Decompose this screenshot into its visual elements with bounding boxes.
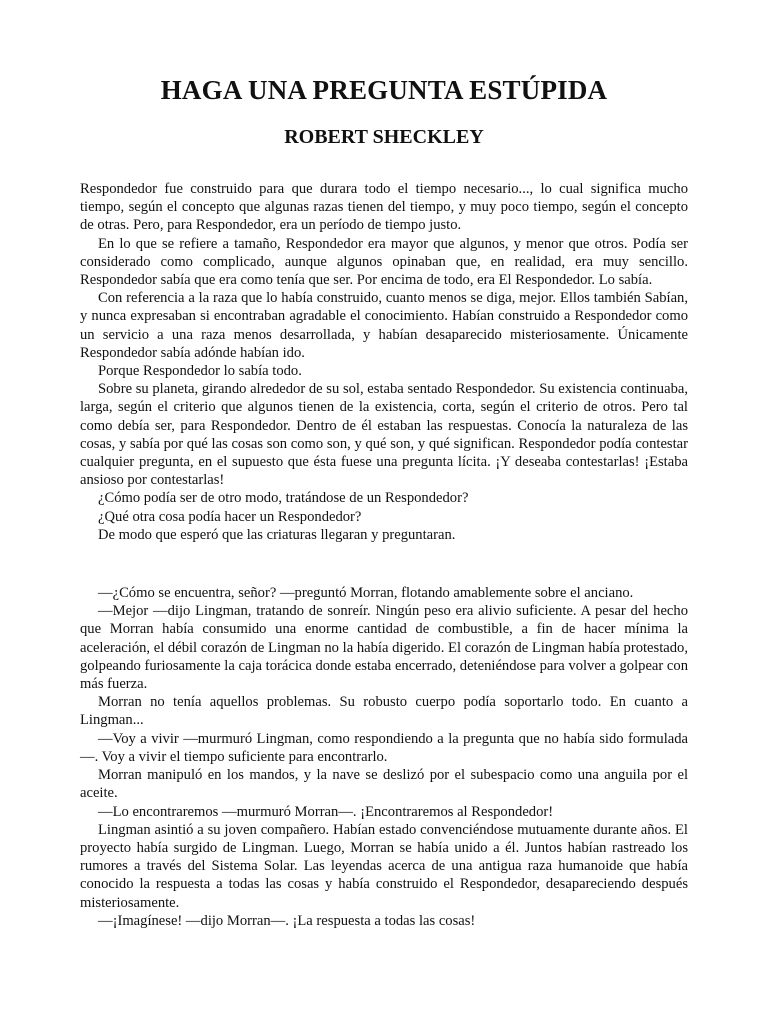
paragraph: —¿Cómo se encuentra, señor? —preguntó Morran, flotando amablemente sobre el anciano. <box>98 585 634 602</box>
text-section-1 <box>80 180 688 544</box>
paragraph: ¿Cómo podía ser de otro modo, tratándose de un Respondedor? <box>98 490 469 507</box>
text-section-2 <box>80 584 688 930</box>
paragraph: De modo que esperó que las criaturas llegaran y preguntaran. <box>98 526 456 543</box>
paragraph: —Lo encontraremos —murmuró Morran—. ¡Encontraremos al Respondedor! <box>98 803 554 820</box>
paragraph: Sobre su planeta, girando alrededor de su sol, estaba sentado Respondedor. Su existencia continuaba, larga, según el criterio que algunos tienen de la existencia, corta, según el criterio de otros. Pero tal como debía ser, para Respondedor. Dentro de él estaban las respuestas. Conocía la naturaleza de las cosas, y sabía por qué las cosas son como son, y qué son, y qué significan. Respondedor podía contestar cualquier pregunta, en el supuesto que ésta fuese una pregunta lícita. ¡Y deseaba contestarlas! ¡Estaba ansioso por contestarlas! <box>80 381 688 489</box>
paragraph: Lingman asintió a su joven compañero. Habían estado convenciéndose mutuamente durante años. El proyecto había surgido de Lingman. Luego, Morran se había unido a él. Juntos habían rastreado los rumores a través del Sistema Solar. Las leyendas acerca de una antigua raza humanoide que había conocido la respuesta a todas las cosas y había construido el Respondedor, desapareciendo después misteriosamente. <box>80 821 688 911</box>
paragraph: ¿Qué otra cosa podía hacer un Respondedor? <box>98 508 362 525</box>
paragraph: Morran no tenía aquellos problemas. Su robusto cuerpo podía soportarlo todo. En cuanto a Lingman... <box>80 694 688 729</box>
paragraph: Porque Respondedor lo sabía todo. <box>98 363 302 380</box>
paragraph: Morran manipuló en los mandos, y la nave se deslizó por el subespacio como una anguila por el aceite. <box>80 767 688 802</box>
document-author: ROBERT SHECKLEY <box>284 126 484 148</box>
paragraph: —¡Imagínese! —dijo Morran—. ¡La respuesta a todas las cosas! <box>98 912 476 929</box>
paragraph: En lo que se refiere a tamaño, Respondedor era mayor que algunos, y menor que otros. Podía ser considerado como complicado, aunque algunos opinaban que, en realidad, era muy sencillo. Respondedor sabía que era como tenía que ser. Por encima de todo, era El Respondedor. Lo sabía. <box>80 235 688 289</box>
document-page <box>80 72 688 930</box>
document-title: HAGA UNA PREGUNTA ESTÚPIDA <box>160 75 608 105</box>
paragraph: —Voy a vivir —murmuró Lingman, como respondiendo a la pregunta que no había sido formulada—. Voy a vivir el tiempo suficiente para encontrarlo. <box>80 730 688 765</box>
paragraph: Con referencia a la raza que lo había construido, cuanto menos se diga, mejor. Ellos también Sabían, y nunca expresaban si encontraban agradable el conocimiento. Habían construido a Respondedor como un servicio a una raza menos desarrollada, y habían desaparecido misteriosamente. Únicamente Respondedor sabía adónde habían ido. <box>80 290 688 361</box>
paragraph: Respondedor fue construido para que durara todo el tiempo necesario..., lo cual significa mucho tiempo, según el concepto que algunas razas tienen del tiempo, y muy poco tiempo, según el concepto de otras. Pero, para Respondedor, era un período de tiempo justo. <box>80 181 688 234</box>
paragraph: —Mejor —dijo Lingman, tratando de sonreír. Ningún peso era alivio suficiente. A pesar del hecho que Morran había consumido una enorme cantidad de combustible, a fin de hacer mínima la aceleración, el débil corazón de Lingman no la había digerido. El corazón de Lingman había protestado, golpeando furiosamente la caja torácica donde estaba encerrado, deteniéndose para volver a golpear con más fuerza. <box>80 603 688 693</box>
